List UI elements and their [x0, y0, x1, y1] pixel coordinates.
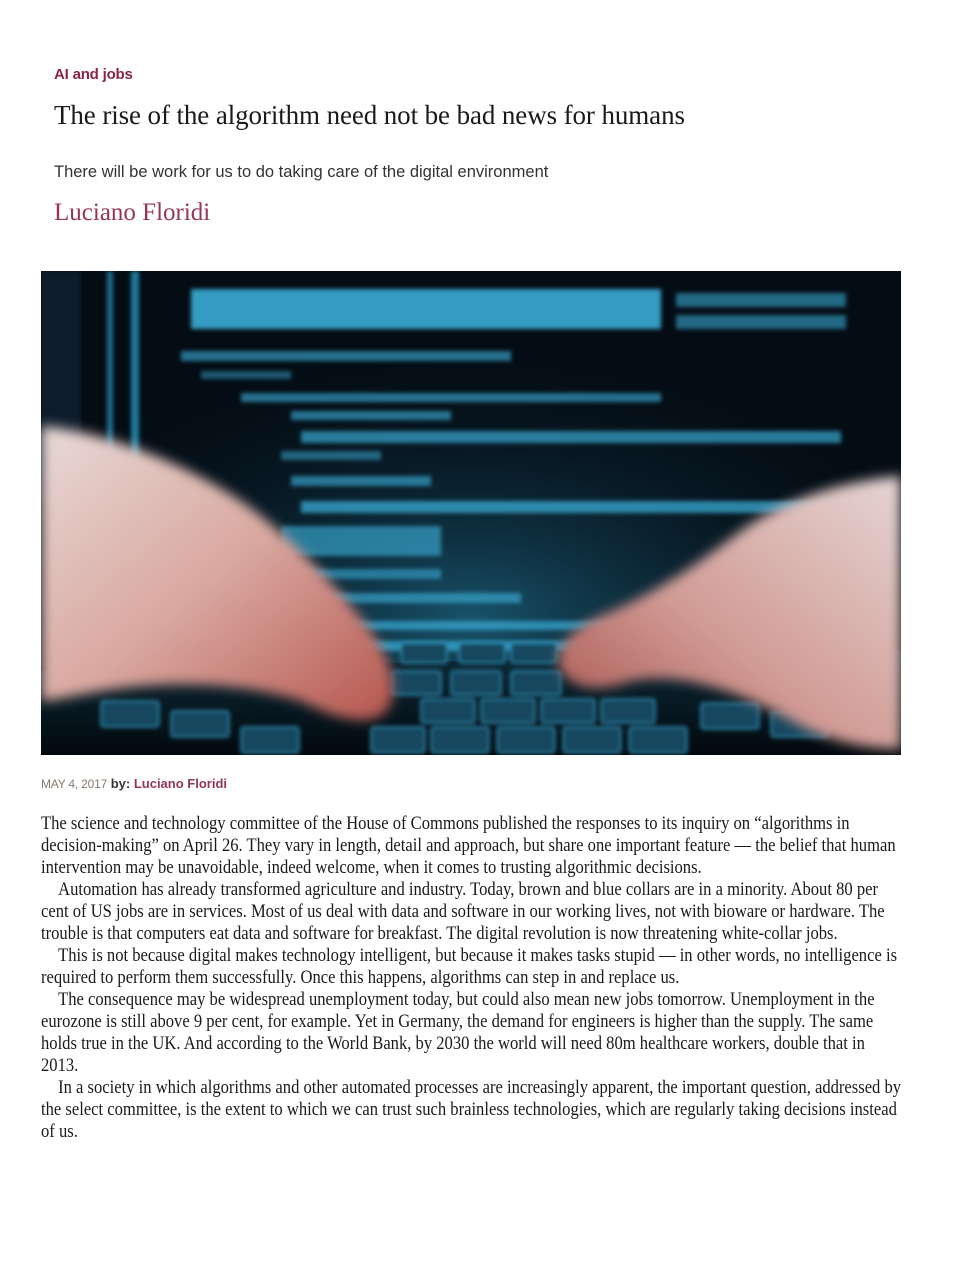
section-label[interactable]: AI and jobs: [54, 66, 133, 83]
paragraph: In a society in which algorithms and other automated processes are increasingly apparent, the important question, addressed by the select committee, is the extent to which we can trust such brainless technologies, which are regularly taking decisions instead of us.: [41, 1077, 902, 1142]
paragraph: This is not because digital makes technology intelligent, but because it makes tasks stupid — in other words, no intelligence is required to perform them successfully. Once this happens, algorithms can step in and replace us.: [41, 945, 898, 988]
paragraph: Automation has already transformed agriculture and industry. Today, brown and blue collars are in a minority. About 80 per cent of US jobs are in services. Most of us deal with data and software in our working lives, not with bioware or hardware. The trouble is that computers eat data and software for breakfast. The digital revolution is now threatening white-collar jobs.: [41, 879, 885, 944]
publish-date: MAY 4, 2017: [41, 777, 108, 791]
paragraph: The science and technology committee of the House of Commons published the responses to its inquiry on “algorithms in decision-making” on April 26. They vary in length, detail and approach, but share one important feature — the belief that human intervention may be unavoidable, indeed welcome, when it comes to trusting algorithmic decisions.: [41, 813, 896, 878]
meta-author-link[interactable]: Luciano Floridi: [133, 776, 227, 791]
by-label: by:: [110, 776, 131, 791]
photo-icon: [41, 271, 901, 755]
headline: The rise of the algorithm need not be bad news for humans: [54, 100, 685, 130]
article-meta: [41, 776, 227, 791]
author-name[interactable]: Luciano Floridi: [54, 199, 211, 226]
paragraph: The consequence may be widespread unemployment today, but could also mean new jobs tomorrow. Unemployment in the eurozone is still above 9 per cent, for example. Yet in Germany, the demand for engineers is higher than the supply. The same holds true in the UK. And according to the World Bank, by 2030 the world will need 80m healthcare workers, double that in 2013.: [41, 989, 875, 1076]
hero-image: [41, 271, 901, 755]
article-body: [41, 813, 905, 1143]
standfirst: There will be work for us to do taking care of the digital environment: [54, 163, 549, 181]
